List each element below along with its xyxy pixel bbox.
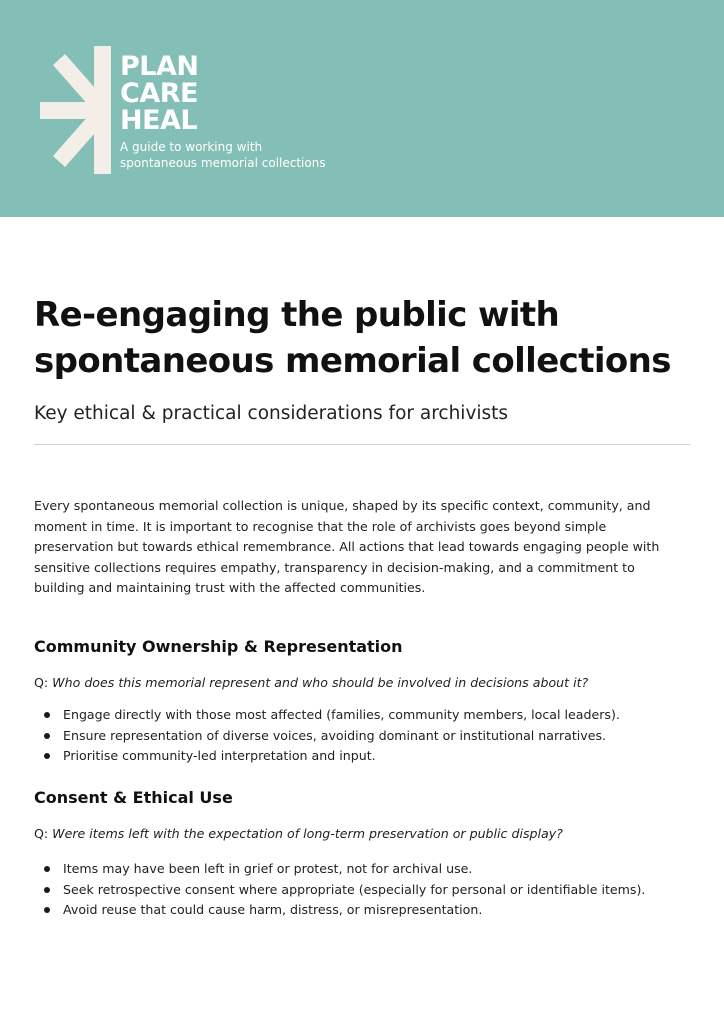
question-text: Were items left with the expectation of long-term preservation or public display? bbox=[52, 826, 563, 841]
intro-line: sensitive collections requires empathy, transparency in decision-making, and a commitment to bbox=[34, 559, 635, 575]
list-item-text: Avoid reuse that could cause harm, distress, or misrepresentation. bbox=[63, 902, 483, 917]
brand-subtitle-line: A guide to working with bbox=[120, 140, 263, 154]
bullet-icon bbox=[44, 866, 50, 872]
list-item-text: Ensure representation of diverse voices, avoiding dominant or institutional narratives. bbox=[63, 727, 607, 743]
bullet-icon bbox=[44, 907, 50, 913]
section-heading: Community Ownership & Representation bbox=[34, 637, 403, 656]
intro-line: preservation but towards ethical remembrance. All actions that lead towards engaging people with bbox=[34, 539, 660, 554]
intro-line: moment in time. It is important to recognise that the role of archivists goes beyond simple bbox=[34, 518, 607, 534]
intro-paragraph bbox=[34, 496, 694, 599]
section-question bbox=[34, 825, 704, 843]
list-item bbox=[34, 726, 704, 747]
bullet-icon bbox=[44, 733, 50, 739]
page-title: Re-engaging the public with spontaneous memorial collections bbox=[34, 295, 671, 381]
list-item bbox=[34, 880, 704, 901]
page-subtitle: Key ethical & practical considerations for archivists bbox=[34, 403, 509, 424]
list-item-text: Items may have been left in grief or protest, not for archival use. bbox=[63, 861, 473, 876]
list-item bbox=[34, 705, 704, 726]
question-prefix: Q: bbox=[34, 675, 49, 690]
intro-line: building and maintaining trust with the affected communities. bbox=[34, 580, 426, 595]
brand-title-line: HEAL bbox=[120, 105, 198, 136]
section-community-ownership bbox=[34, 636, 704, 767]
question-prefix: Q: bbox=[34, 826, 49, 841]
intro-line: Every spontaneous memorial collection is unique, shaped by its specific context, community, and bbox=[34, 498, 651, 513]
header-banner bbox=[0, 0, 724, 217]
bullet-list bbox=[34, 705, 704, 767]
bullet-icon bbox=[44, 712, 50, 718]
brand-subtitle-line: spontaneous memorial collections bbox=[120, 156, 326, 170]
list-item bbox=[34, 859, 704, 880]
bullet-list bbox=[34, 859, 704, 921]
starburst-logo-icon bbox=[40, 46, 114, 174]
section-heading: Consent & Ethical Use bbox=[34, 788, 233, 807]
list-item bbox=[34, 900, 704, 921]
brand-title-line: PLAN bbox=[120, 51, 199, 82]
divider bbox=[34, 444, 690, 445]
list-item-text: Seek retrospective consent where appropriate (especially for personal or identifiable items). bbox=[63, 881, 646, 897]
bullet-icon bbox=[44, 887, 50, 893]
list-item bbox=[34, 746, 704, 767]
list-item-text: Prioritise community-led interpretation and input. bbox=[63, 748, 376, 763]
brand-subtitle bbox=[120, 139, 326, 171]
section-consent-ethical-use bbox=[34, 787, 704, 921]
brand-title-line: CARE bbox=[120, 78, 198, 109]
brand-title bbox=[120, 53, 199, 134]
question-text: Who does this memorial represent and who should be involved in decisions about it? bbox=[52, 675, 589, 690]
list-item-text: Engage directly with those most affected (families, community members, local leaders). bbox=[63, 707, 620, 722]
section-question bbox=[34, 674, 704, 692]
bullet-icon bbox=[44, 753, 50, 759]
